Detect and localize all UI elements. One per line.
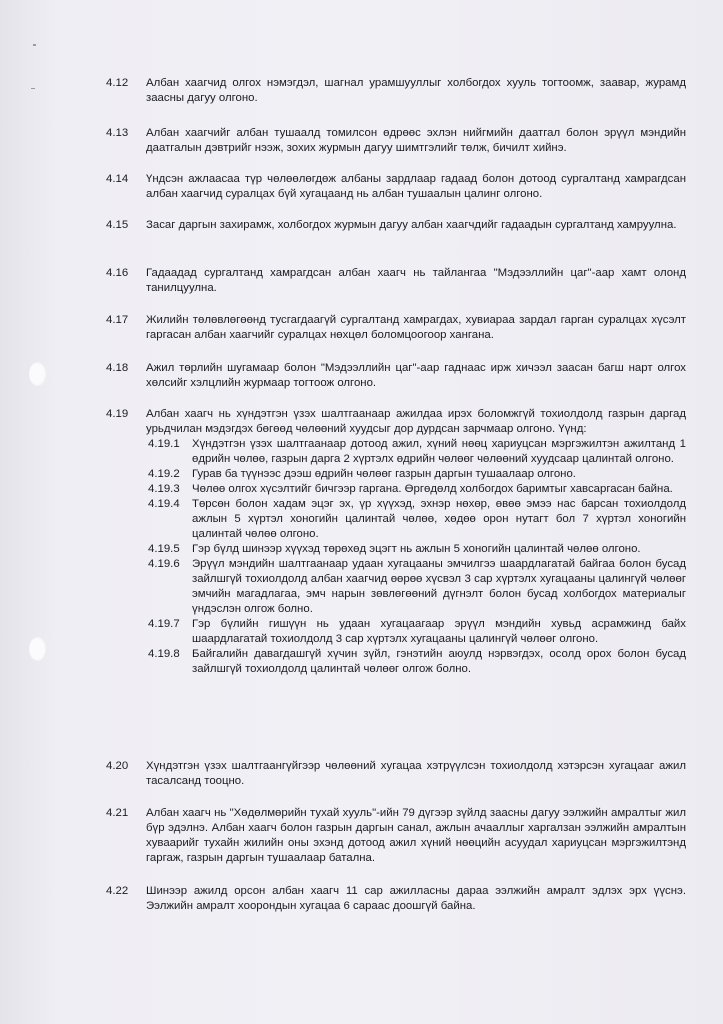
sub-item <box>148 482 686 497</box>
clause-text: Жилийн төлөвлөгөөнд тусгагдаагүй сургалтанд хамрагдах, хувиараа зардал гарган суралцах хүсэлт гаргасан албан хаагчийг суралцах нөхцөл боломцоогоор хангана. <box>146 314 686 341</box>
sub-item <box>148 647 686 677</box>
sub-item <box>148 437 686 467</box>
sub-item-number: 4.19.2 <box>148 468 180 480</box>
sub-item-number: 4.19.3 <box>148 483 180 495</box>
clause-number: 4.20 <box>106 760 129 772</box>
sub-item-text: Эрүүл мэндийн шалтгаанаар удаан хугацааны эмчилгээ шаардлагатай байгаа болон бусад зайлшгүй тохиолдолд албан хаагчид өөрөө хүсвэл 3 сар хүртэлх хугацааны цалингүй чөлөөг эмчийн магадлагаа, эмч нарын зөвлөгөөний дүгнэлт болон бусад холбогдох материалыг үндэслэн олгож болно. <box>192 558 686 615</box>
sub-item-text: Төрсөн болон хадам эцэг эх, үр хүүхэд, эхнэр нөхөр, өвөө эмээ нас барсан тохиолдолд ажлын 5 хүртэл хоногийн цалинтай чөлөө, хөдөө орон нутагт бол 7 хүртэл хоногийн цалинтай чөлөө олгоно. <box>192 498 686 540</box>
sub-item-text: Байгалийн давагдашгүй хүчин зүйл, гэнэтийн аюулд нэрвэгдэх, осолд орох болон бусад зайлшгүй тохиолдолд цалинтай чөлөөг олгож болно. <box>192 648 686 675</box>
clause-text: Үндсэн ажлаасаа түр чөлөөлөгдөж албаны зардлаар гадаад болон дотоод сургалтанд хамрагдсан албан хаагчид суралцах бүй хугацаанд нь албан тушаалын цалинг олгоно. <box>146 173 686 200</box>
clause-text: Албан хаагчид олгох нэмэгдэл, шагнал урамшууллыг холбогдох хууль тогтоомж, заавар, журамд заасны дагуу олгоно. <box>146 77 686 104</box>
sub-item-text: Гэр бүлийн гишүүн нь удаан хугацаагаар эрүүл мэндийн хувьд асрамжинд байх шаардлагатай тохиолдолд 3 сар хүртэлх хугацааны цалингүй чөлөөг олгоно. <box>192 618 686 645</box>
clause-text: Албан хаагч нь "Хөдөлмөрийн тухай хууль"-ийн 79 дүгээр зүйлд заасны дагуу ээлжийн амралтыг жил бүр эдэлнэ. Албан хаагч болон газрын даргын санал, ажлын ачааллыг харгалзан ээлжийн амралтын хуваарийг тухайн жилийн оны эхэнд дотоод ажил хүний нөөцийн асуудал хариуцсан мэргэжилтэнд гаргаж, газрын даргын тушаалаар батална. <box>146 807 686 864</box>
sub-item <box>148 617 686 647</box>
clause-number: 4.19 <box>106 408 129 420</box>
clause-number: 4.21 <box>106 807 129 819</box>
sub-item-number: 4.19.4 <box>148 498 180 510</box>
clause-body <box>146 407 686 677</box>
clause-number: 4.13 <box>106 127 129 139</box>
sub-item <box>148 497 686 542</box>
sub-item-text: Гэр бүлд шинээр хүүхэд төрөхөд эцэгт нь ажлын 5 хоногийн цалинтай чөлөө олгоно. <box>192 543 641 555</box>
clause-text: Гадаадад сургалтанд хамрагдсан албан хаагч нь тайлангаа "Мэдээллийн цаг"-аар хамт олонд танилцуулна. <box>146 267 686 294</box>
scan-speck <box>31 88 35 89</box>
clause-text: Хүндэтгэн үзэх шалтгаангүйгээр чөлөөний хугацаа хэтрүүлсэн тохиолдолд хэтэрсэн хугацааг ажил тасалсанд тооцно. <box>146 760 686 787</box>
sub-item-number: 4.19.5 <box>148 543 180 555</box>
clause-text: Албан хаагч нь хүндэтгэн үзэх шалтгаанаар ажилдаа ирэх боломжгүй тохиолдолд газрын даргад урьдчилан мэдэгдэх бөгөөд чөлөөний хуудсыг дор дурдсан зарчмаар олгоно. Үүнд: <box>146 408 686 435</box>
sub-item-number: 4.19.6 <box>148 558 180 570</box>
clause-number: 4.18 <box>106 362 129 374</box>
sub-item-list <box>146 437 686 677</box>
clause-text: Шинээр ажилд орсон албан хаагч 11 сар ажилласны дараа ээлжийн амралт эдлэх эрх үүснэ. Ээлжийн амралт хоорондын хугацаа 6 сараас доошгүй байна. <box>146 885 686 912</box>
scan-speck <box>33 44 36 46</box>
sub-item-text: Чөлөө олгох хүсэлтийг бичгээр гаргана. Өргөдөлд холбогдох баримтыг хавсаргасан байна. <box>192 483 673 495</box>
sub-item-number: 4.19.8 <box>148 648 180 660</box>
clause-number: 4.16 <box>106 267 129 279</box>
clause-number: 4.12 <box>106 77 129 89</box>
clause-number: 4.17 <box>106 314 129 326</box>
sub-item <box>148 467 686 482</box>
sub-item-number: 4.19.7 <box>148 618 180 630</box>
sub-item-text: Хүндэтгэн үзэх шалтгаанаар дотоод ажил, хүний нөөц хариуцсан мэргэжилтэн ажилтанд 1 өдрийн чөлөө, газрын дарга 2 хүртэлх өдрийн чөлөөг чөлөөний хуудсаар цалинтай олгоно. <box>192 438 686 465</box>
punch-hole <box>29 637 47 661</box>
sub-item <box>148 542 686 557</box>
sub-item-number: 4.19.1 <box>148 438 180 450</box>
clause-number: 4.14 <box>106 173 129 185</box>
punch-hole <box>29 362 47 386</box>
clause-number: 4.22 <box>106 885 129 897</box>
clause-text: Засаг даргын захирамж, холбогдох журмын дагуу албан хаагчдийг гадаадын сургалтанд хамруулна. <box>146 219 677 231</box>
clause-text: Ажил төрлийн шугамаар болон "Мэдээллийн цаг"-аар гаднаас ирж хичээл заасан багш нарт олгох хөлсийг хэлцлийн журмаар тогтоож олгоно. <box>146 362 686 389</box>
clause-text: Албан хаагчийг албан тушаалд томилсон өдрөөс эхлэн нийгмийн даатгал болон эрүүл мэндийн даатгалын дэвтрийг нээж, зохих журмын дагуу шимтгэлийг төлж, бичилт хийнэ. <box>146 127 686 154</box>
sub-item-text: Гурав ба түүнээс дээш өдрийн чөлөөг газрын даргын тушаалаар олгоно. <box>192 468 576 480</box>
clause-number: 4.15 <box>106 219 129 231</box>
sub-item <box>148 557 686 617</box>
